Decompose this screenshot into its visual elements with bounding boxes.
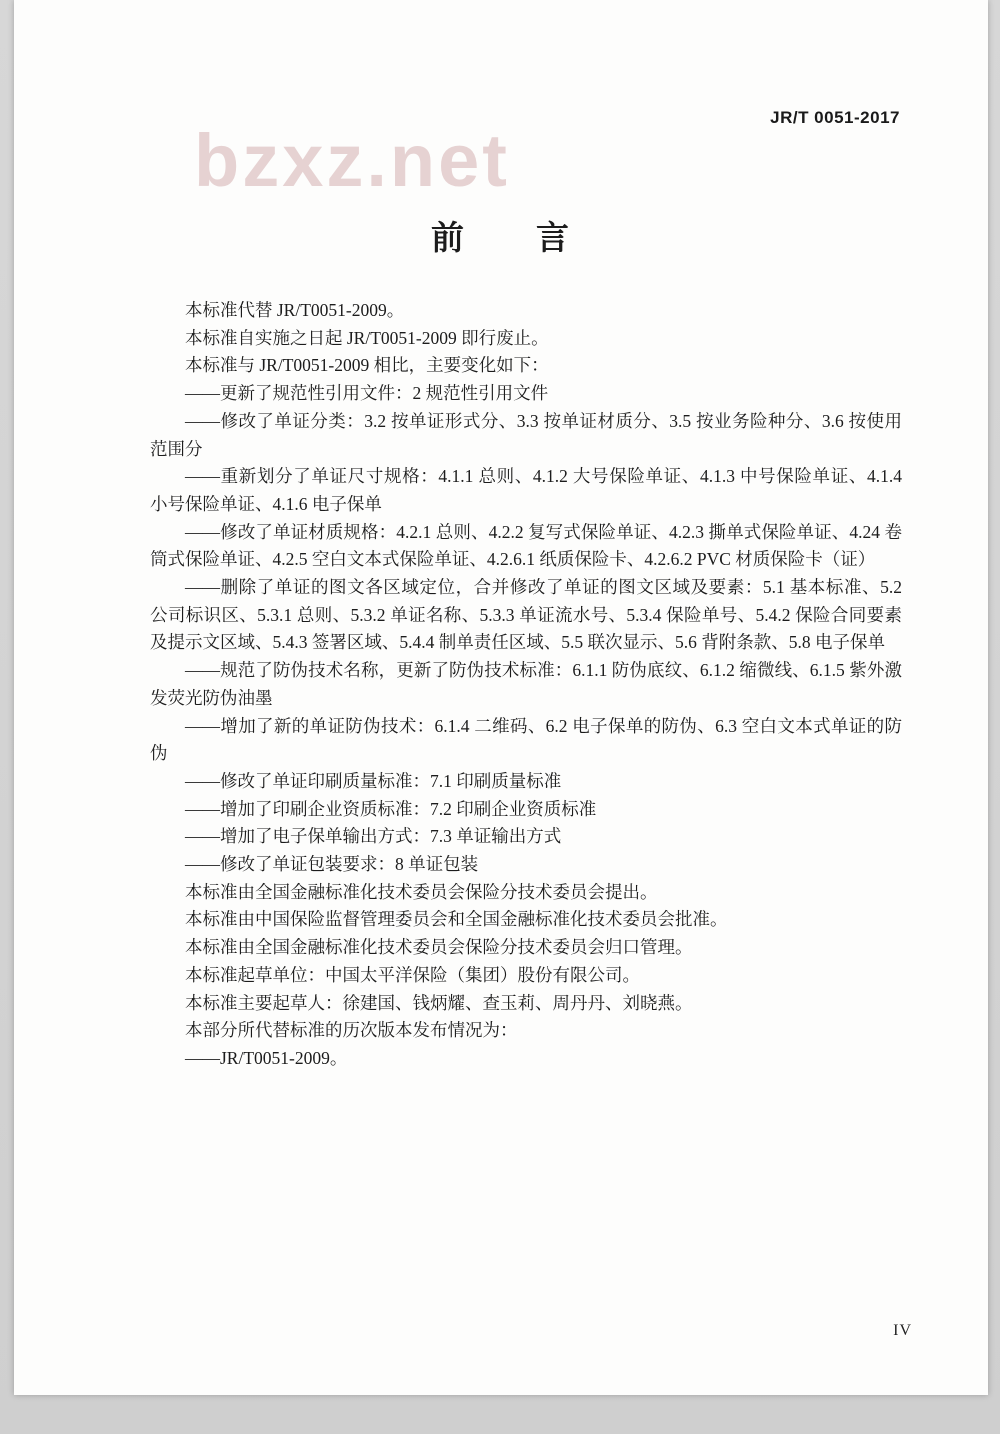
foreword-content [150,297,902,1073]
page-number: IV [893,1322,912,1339]
paragraph: 本标准与 JR/T0051-2009 相比，主要变化如下： [185,355,549,376]
page-title: 前 言 [431,221,571,257]
paragraph: 本部分所代替标准的历次版本发布情况为： [185,1020,518,1041]
paragraph: ——修改了单证分类：3.2 按单证形式分、3.3 按单证材质分、3.5 按业务险种分、3.6 按使用范围分 [150,410,902,459]
paragraph: ——修改了单证印刷质量标准：7.1 印刷质量标准 [185,770,562,791]
paragraph: ——重新划分了单证尺寸规格：4.1.1 总则、4.1.2 大号保险单证、4.1.3 中号保险单证、4.1.4 小号保险单证、4.1.6 电子保单 [150,466,902,514]
paragraph: ——修改了单证包装要求：8 单证包装 [185,854,479,875]
paragraph: ——增加了印刷企业资质标准：7.2 印刷企业资质标准 [185,798,597,819]
paragraph: 本标准起草单位：中国太平洋保险（集团）股份有限公司。 [185,964,640,985]
paragraph: ——更新了规范性引用文件：2 规范性引用文件 [185,383,549,404]
paragraph: 本标准主要起草人：徐建国、钱炳耀、查玉莉、周丹丹、刘晓燕。 [185,992,693,1013]
paragraph: 本标准自实施之日起 JR/T0051-2009 即行废止。 [185,327,549,348]
paragraph: ——增加了电子保单输出方式：7.3 单证输出方式 [185,826,562,847]
document-page [14,0,988,1395]
paragraph: ——JR/T0051-2009。 [185,1047,348,1068]
paragraph: ——增加了新的单证防伪技术：6.1.4 二维码、6.2 电子保单的防伪、6.3 空白文本式单证的防伪 [150,715,902,764]
paragraph: 本标准由全国金融标准化技术委员会保险分技术委员会归口管理。 [185,937,693,958]
standard-number: JR/T 0051-2017 [770,108,900,127]
paragraph: ——修改了单证材质规格：4.2.1 总则、4.2.2 复写式保险单证、4.2.3 撕单式保险单证、4.24 卷筒式保险单证、4.2.5 空白文本式保险单证、4.2.6.1 纸质保险卡、4.2.6.2 PVC 材质保险卡（证） [150,521,902,570]
paragraph: 本标准由中国保险监督管理委员会和全国金融标准化技术委员会批准。 [185,909,728,930]
paragraph: 本标准由全国金融标准化技术委员会保险分技术委员会提出。 [185,881,658,902]
paragraph: ——删除了单证的图文各区域定位，合并修改了单证的图文区域及要素：5.1 基本标准、5.2 公司标识区、5.3.1 总则、5.3.2 单证名称、5.3.3 单证流水号、5.3.4 保险单号、5.4.2 保险合同要素及提示文区域、5.4.3 签署区域、5.4.4 制单责任区域、5.5 联次显示、5.6 背附条款、5.8 电子保单 [150,577,902,653]
paragraph: ——规范了防伪技术名称，更新了防伪技术标准：6.1.1 防伪底纹、6.1.2 缩微线、6.1.5 紫外激发荧光防伪油墨 [150,660,902,708]
watermark: bzxz.net [194,119,510,202]
paragraph: 本标准代替 JR/T0051-2009。 [185,300,405,320]
